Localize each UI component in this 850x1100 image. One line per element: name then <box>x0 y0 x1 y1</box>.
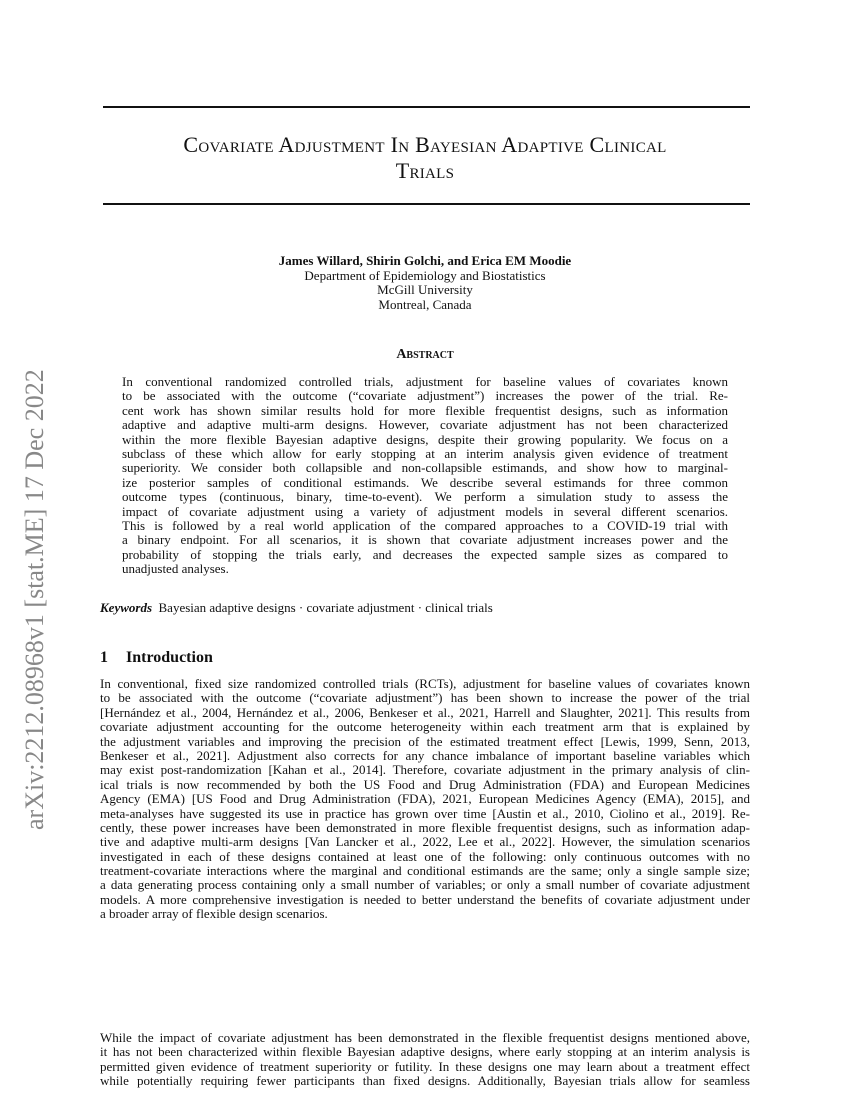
text-line: [Hernández et al., 2004, Hernández et al., 2006, Benkeser et al., 2021, Harrell and Slaughter, 2021]. This results from <box>100 704 750 720</box>
text-line: a broader array of flexible design scenarios. <box>100 906 328 922</box>
text-line: meta-analyses have suggested its use in practice has grown over time [Austin et al., 2010, Ciolino et al., 2019]. Re- <box>100 805 750 821</box>
section-number: 1 <box>100 649 108 666</box>
text-line: probability of stopping the trials early, and decreases the expected sample sizes as compared to <box>122 546 728 562</box>
title-bottom-rule <box>103 203 750 205</box>
text-line: permitted given evidence of treatment superiority or futility. In these designs one may learn about a treatment effect <box>100 1058 750 1074</box>
text-line: may exist post-randomization [Kahan et al., 2014]. Therefore, covariate adjustment in the primary analysis of clin- <box>100 762 750 778</box>
keywords <box>100 600 493 616</box>
title-line: Covariate Adjustment In Bayesian Adaptive Clinical <box>183 132 667 157</box>
text-line: tive and adaptive multi-arm designs [Van Lancker et al., 2022, Lee et al., 2022]. However, the simulation scenarios <box>100 834 750 850</box>
text-line: covariate adjustment accounting for the outcome heterogeneity within each treatment arm that is explained by <box>100 719 750 735</box>
abstract-body <box>122 375 728 576</box>
text-line: While the impact of covariate adjustment has been demonstrated in the flexible frequentist designs mentioned above, <box>100 1030 750 1045</box>
text-line: the adjustment variables and improving the precision of the estimated treatment effect [Lewis, 1999, Senn, 2013, <box>100 733 750 749</box>
text-line: cent work has shown similar results hold for more flexible frequentist designs, such as information <box>122 402 728 418</box>
author-block <box>100 254 750 312</box>
text-line: Benkeser et al., 2021]. Adjustment also corrects for any chance imbalance of important baseline variables which <box>100 747 750 763</box>
title-line: Trials <box>395 158 455 183</box>
title-top-rule <box>103 106 750 108</box>
keywords-label: Keywords <box>100 600 152 615</box>
text-line: In conventional randomized controlled trials, adjustment for baseline values of covariates known <box>122 374 728 389</box>
text-line: a binary endpoint. For all scenarios, it is shown that covariate adjustment increases power and the <box>122 532 728 548</box>
section-heading <box>100 649 213 667</box>
text-line: a data generating process containing only a small number of variables; or only a small number of covariate adjustment <box>100 877 750 893</box>
text-line: unadjusted analyses. <box>122 561 229 577</box>
paragraph <box>100 677 750 922</box>
text-line: while potentially requiring fewer participants than fixed designs. Additionally, Bayesian trials allow for seamless <box>100 1073 750 1089</box>
paragraph <box>100 1031 750 1089</box>
author-city: Montreal, Canada <box>378 296 472 312</box>
text-line: outcome types (continuous, binary, time-to-event). We perform a simulation study to assess the <box>122 489 728 505</box>
text-line: ical trials is now recommended by both the US Food and Drug Administration (FDA) and European Medicines <box>100 776 750 792</box>
abstract-heading: Abstract <box>396 347 454 362</box>
keywords-text: Bayesian adaptive designs · covariate adjustment · clinical trials <box>158 600 493 615</box>
text-line: to be associated with the outcome (“covariate adjustment”) increases the power of the trial. Re- <box>122 388 728 404</box>
text-line: subclass of these which allow for early stopping at an interim analysis given evidence of treatment <box>122 445 728 461</box>
author-names: James Willard, Shirin Golchi, and Erica EM Moodie <box>278 253 572 268</box>
text-line: In conventional, fixed size randomized controlled trials (RCTs), adjustment for baseline values of covariates known <box>100 676 750 691</box>
paper-title <box>100 132 750 184</box>
author-department: Department of Epidemiology and Biostatistics <box>304 267 546 283</box>
text-line: ize posterior samples of conditional estimands. We describe several estimands for three common <box>122 474 728 490</box>
text-line: it has not been characterized within flexible Bayesian adaptive designs, where early stopping at an interim analysis is <box>100 1044 750 1060</box>
text-line: Agency (EMA) [US Food and Drug Administration (FDA), 2021, European Medicines Agency (EMA), 2015], and <box>100 791 750 807</box>
text-line: superiority. We consider both collapsible and non-collapsible estimands, and show how to marginal- <box>122 460 728 476</box>
author-university: McGill University <box>377 282 473 298</box>
text-line: to be associated with the outcome (“covariate adjustment”) has been shown to increase the power of the trial <box>100 690 750 706</box>
text-line: models. A more comprehensive investigation is needed to better understand the benefits of covariate adjustment under <box>100 891 750 907</box>
text-line: adaptive and adaptive multi-arm designs. However, covariate adjustment has not been characterized <box>122 417 728 433</box>
text-line: within the more flexible Bayesian adaptive designs, despite their growing popularity. We focus on a <box>122 431 728 447</box>
section-title: Introduction <box>126 649 213 666</box>
text-line: This is followed by a real world application of the compared approaches to a COVID-19 trial with <box>122 517 728 533</box>
text-line: cently, these power increases have been demonstrated in more flexible frequentist designs, such as information adap- <box>100 819 750 835</box>
text-line: treatment-covariate interactions where the marginal and conditional estimands are the same; only a single sample size; <box>100 863 750 879</box>
text-line: investigated in each of these designs contained at least one of the following: only continuous outcomes with no <box>100 848 750 864</box>
arxiv-stamp: arXiv:2212.08968v1 [stat.ME] 17 Dec 2022 <box>20 369 49 830</box>
text-line: impact of covariate adjustment using a variety of adjustment models in several different scenarios. <box>122 503 728 519</box>
